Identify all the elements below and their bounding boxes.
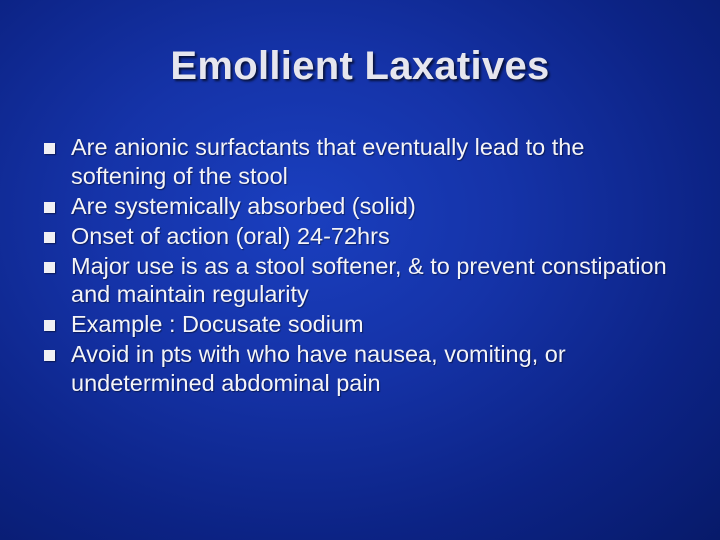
bullet-text: Are systemically absorbed (solid) xyxy=(71,192,416,219)
bullet-text: Are anionic surfactants that eventually lead to the softening of the stool xyxy=(71,134,585,189)
bullet-item xyxy=(44,310,684,339)
bullet-item xyxy=(44,192,684,221)
bullet-item xyxy=(44,222,684,251)
square-bullet-icon xyxy=(44,320,55,331)
bullet-item xyxy=(44,133,684,190)
bullet-item xyxy=(44,252,684,309)
bullet-item xyxy=(44,340,684,397)
bullet-text: Major use is as a stool softener, & to prevent constipation and maintain regularity xyxy=(71,252,667,307)
square-bullet-icon xyxy=(44,232,55,243)
bullet-text: Onset of action (oral) 24-72hrs xyxy=(71,222,390,249)
bullet-list xyxy=(44,133,684,399)
square-bullet-icon xyxy=(44,350,55,361)
square-bullet-icon xyxy=(44,143,55,154)
bullet-text: Avoid in pts with who have nausea, vomiting, or undetermined abdominal pain xyxy=(71,341,566,396)
square-bullet-icon xyxy=(44,202,55,213)
bullet-text: Example : Docusate sodium xyxy=(71,311,364,337)
square-bullet-icon xyxy=(44,262,55,273)
slide-title: Emollient Laxatives xyxy=(170,44,550,88)
